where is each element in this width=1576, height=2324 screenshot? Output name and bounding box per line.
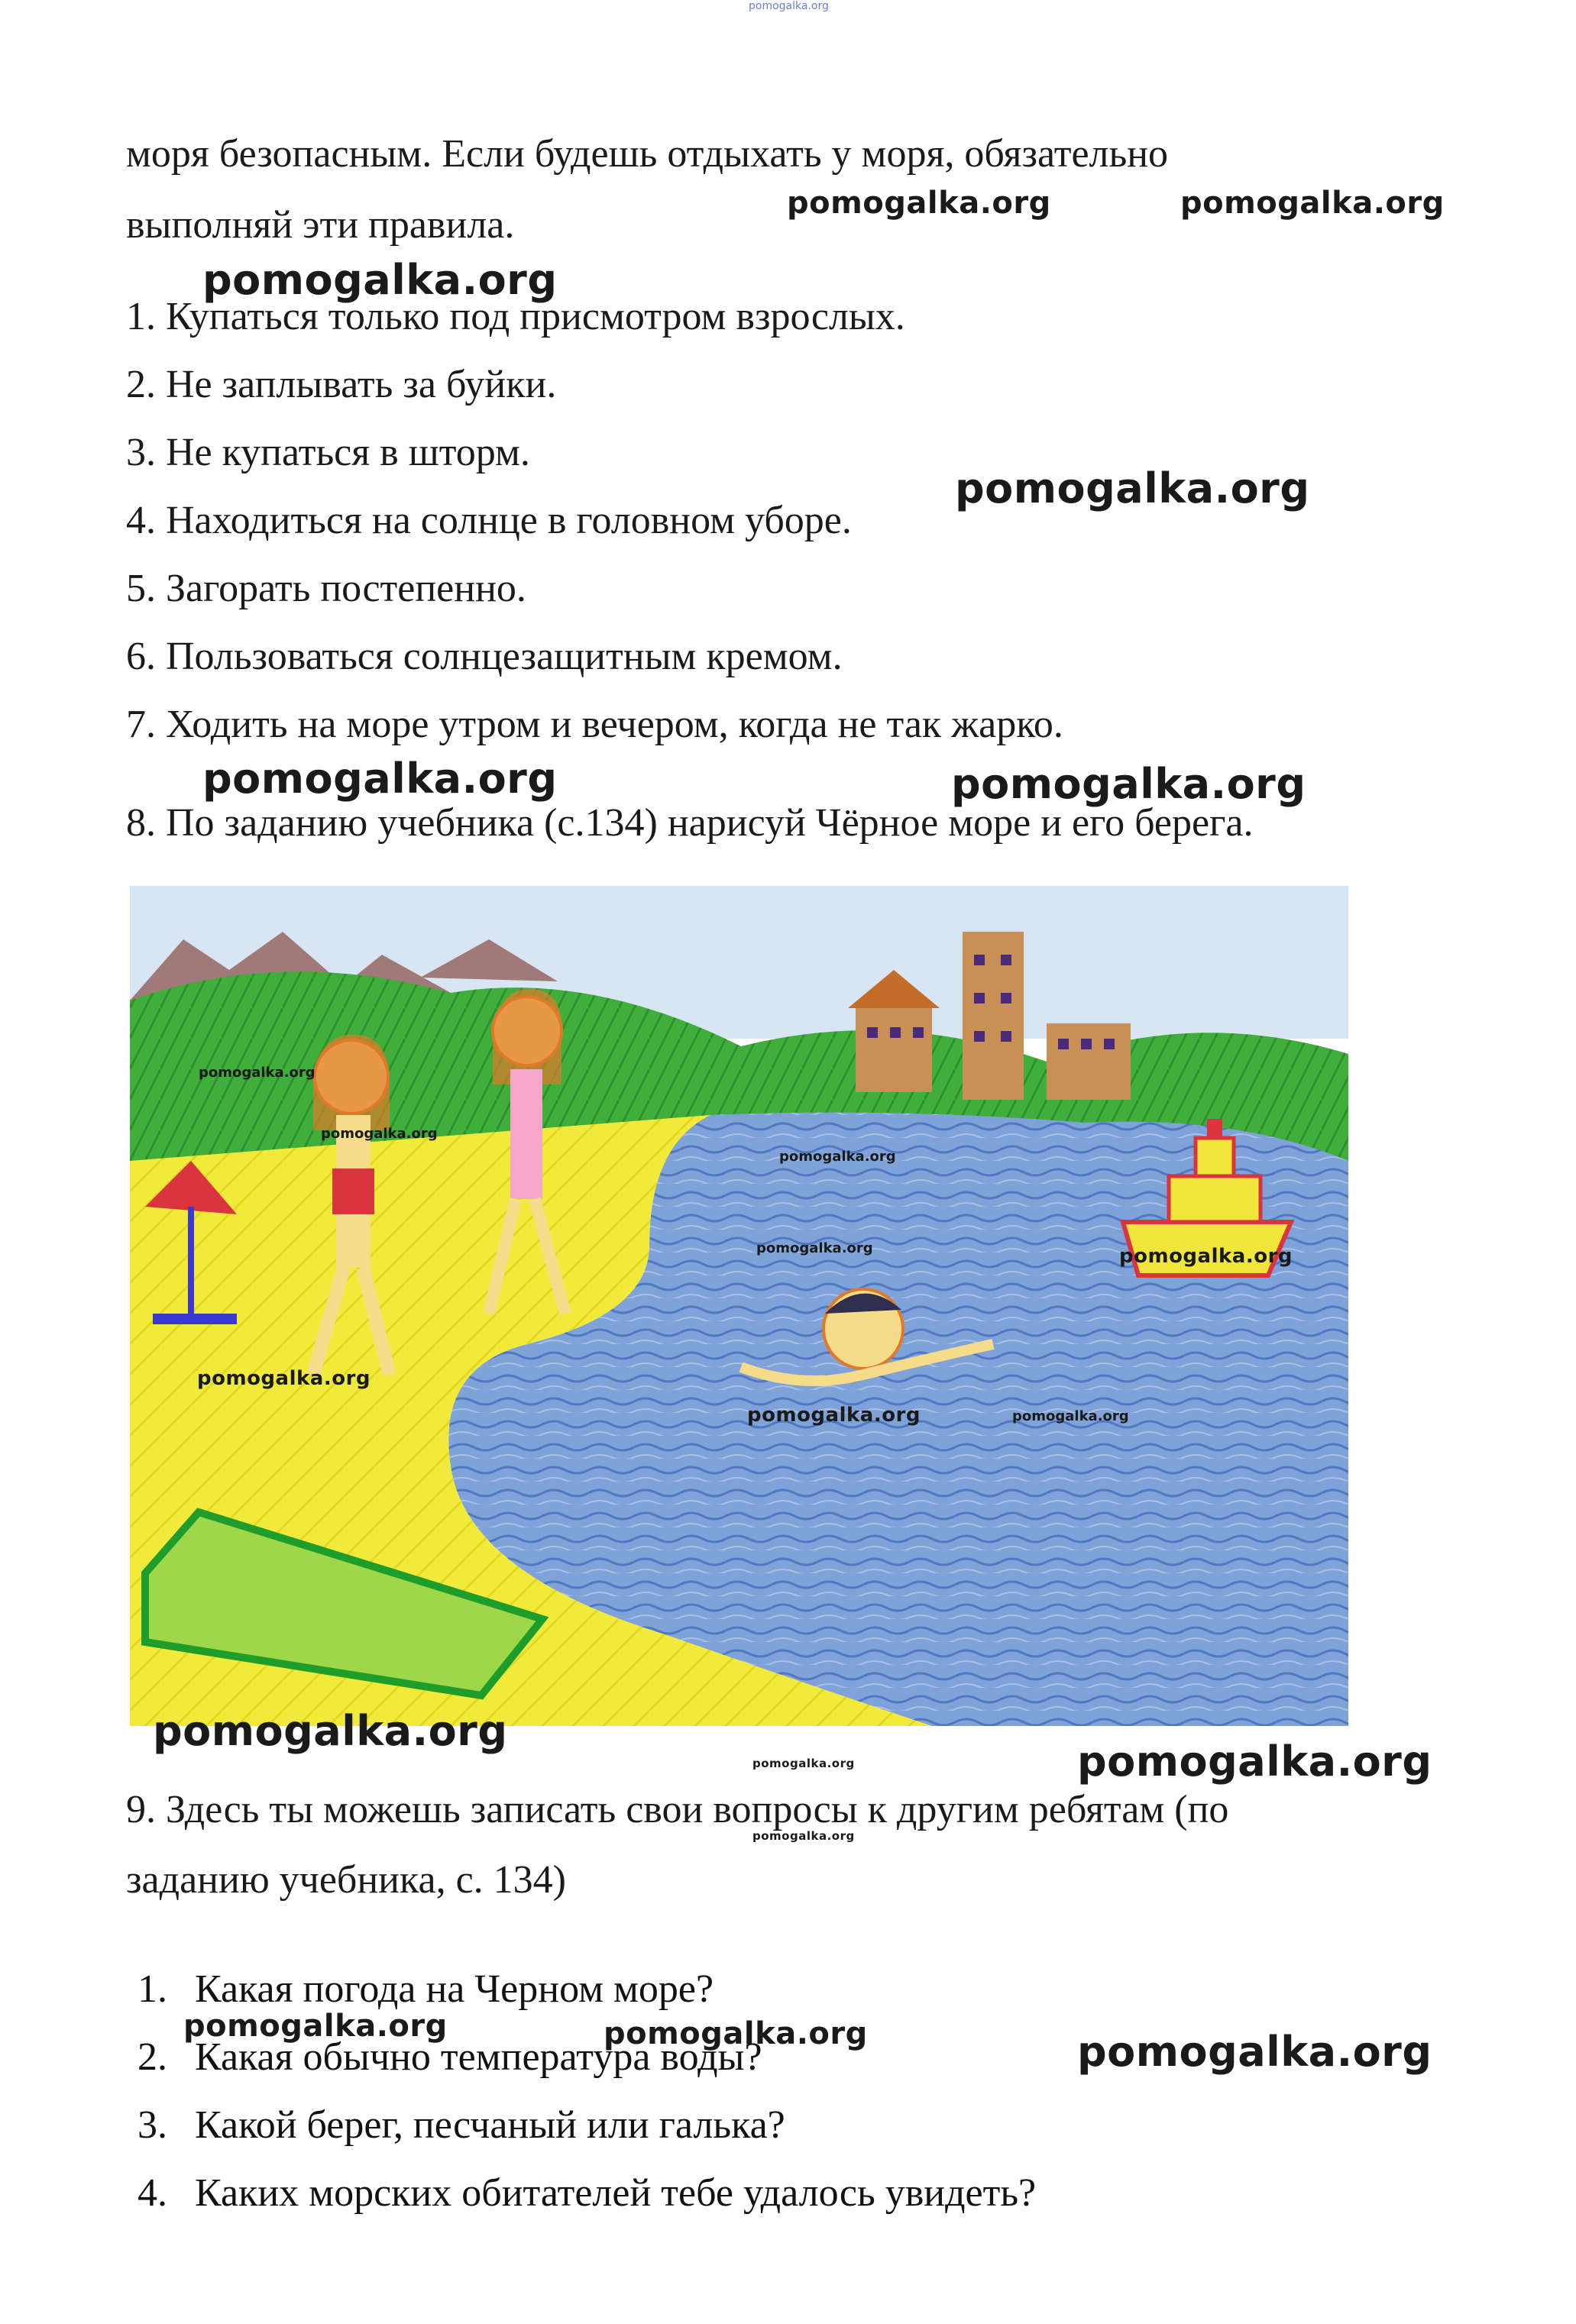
rule-item: 4. Находиться на солнце в головном уборе. xyxy=(126,499,852,542)
watermark: pomogalka.org xyxy=(197,1367,371,1390)
watermark: pomogalka.org xyxy=(202,755,558,803)
intro-line-1: моря безопасным. Если будешь отдыхать у моря, обязательно xyxy=(126,132,1169,176)
watermark: pomogalka.org xyxy=(183,2009,448,2044)
question-number: 2. xyxy=(138,2035,167,2079)
watermark: pomogalka.org xyxy=(604,2016,868,2051)
intro-line-2: выполняй эти правила. xyxy=(126,203,515,247)
watermark: pomogalka.org xyxy=(153,1707,508,1755)
rule-item: 6. Пользоваться солнцезащитным кремом. xyxy=(126,635,843,678)
house xyxy=(856,1008,932,1092)
watermark: pomogalka.org xyxy=(752,1829,855,1843)
task-9-line-1: 9. Здесь ты можешь записать свои вопросы к другим ребятам (по xyxy=(126,1788,1229,1831)
watermark: pomogalka.org xyxy=(787,186,1051,221)
watermark: pomogalka.org xyxy=(1077,1737,1432,1786)
task-9-line-2: заданию учебника, с. 134) xyxy=(126,1858,566,1902)
question-number: 1. xyxy=(138,1967,167,2011)
watermark: pomogalka.org xyxy=(1077,2028,1432,2076)
rule-item: 2. Не заплывать за буйки. xyxy=(126,363,557,406)
drawing-watermark: pomogalka.org xyxy=(1012,1408,1129,1424)
watermark: pomogalka.org xyxy=(1180,186,1445,221)
question-number: 4. xyxy=(138,2171,167,2215)
rule-item: 1. Купаться только под присмотром взрослых. xyxy=(126,295,905,338)
house xyxy=(1047,1023,1131,1100)
question-text: Какая погода на Черном море? xyxy=(195,1967,714,2011)
rule-item: 7. Ходить на море утром и вечером, когда не так жарко. xyxy=(126,703,1063,746)
tower xyxy=(963,932,1024,1100)
drawing-watermark: pomogalka.org xyxy=(321,1126,438,1142)
task-8: 8. По заданию учебника (с.134) нарисуй Чёрное море и его берега. xyxy=(126,801,1254,845)
watermark: pomogalka.org xyxy=(1119,1245,1293,1268)
watermark: pomogalka.org xyxy=(752,1757,855,1770)
rule-item: 3. Не купаться в шторм. xyxy=(126,431,530,474)
drawing-watermark: pomogalka.org xyxy=(756,1240,873,1256)
question-text: Какой берег, песчаный или галька? xyxy=(195,2103,785,2147)
sea-drawing xyxy=(130,886,1348,1726)
watermark: pomogalka.org xyxy=(747,1404,921,1427)
question-text: Каких морских обитателей тебе удалось увидеть? xyxy=(195,2171,1037,2215)
rule-item: 5. Загорать постепенно. xyxy=(126,567,526,610)
watermark: pomogalka.org xyxy=(955,464,1310,512)
site-mark: pomogalka.org xyxy=(749,0,829,12)
question-number: 3. xyxy=(138,2103,167,2147)
drawing-watermark: pomogalka.org xyxy=(199,1065,316,1081)
drawing-watermark: pomogalka.org xyxy=(779,1149,896,1165)
question-text: Какая обычно температура воды? xyxy=(195,2035,762,2079)
watermark: pomogalka.org xyxy=(951,760,1306,808)
watermark: pomogalka.org xyxy=(202,256,558,304)
